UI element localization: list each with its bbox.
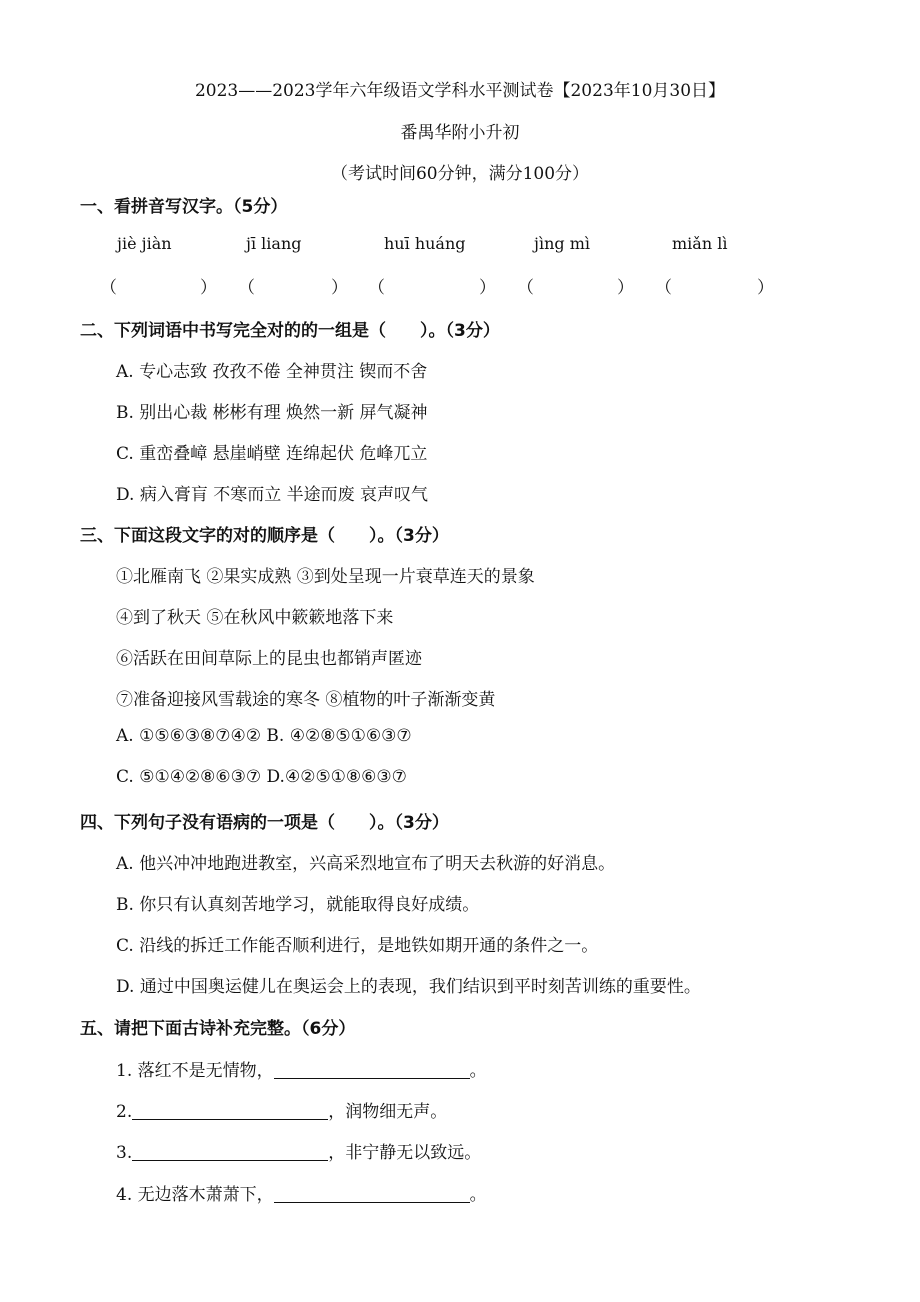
q5-item-3 xyxy=(116,1138,481,1163)
pinyin-5: miǎn lì xyxy=(672,234,728,253)
answer-box-3-close: ） xyxy=(479,278,496,298)
q4-option-a: A. 他兴冲冲地跑进教室，兴高采烈地宣布了明天去秋游的好消息。 xyxy=(116,854,616,874)
q2-option-b: B. 别出心裁 彬彬有理 焕然一新 屏气凝神 xyxy=(116,403,428,423)
answer-box-1-open: （ xyxy=(100,278,117,298)
q5-item-3-text: 3. xyxy=(116,1143,133,1163)
q3-heading: 三、下面这段文字的对的顺序是（ ）。（3分） xyxy=(80,526,449,546)
q5-item-4-text: 4. 无边落木萧萧下， xyxy=(116,1185,274,1205)
q4-option-c: C. 沿线的拆迁工作能否顺利进行，是地铁如期开通的条件之一。 xyxy=(116,936,599,956)
q2-option-d: D. 病入膏肓 不寒而立 半途而废 哀声叹气 xyxy=(116,485,429,505)
answer-box-4-close: ） xyxy=(617,278,634,298)
q3-option-ab: A. ①⑤⑥③⑧⑦④② B. ④②⑧⑤①⑥③⑦ xyxy=(116,726,412,746)
answer-box-5-close: ） xyxy=(757,278,774,298)
q5-item-1-blank[interactable] xyxy=(274,1062,470,1079)
q5-heading: 五、请把下面古诗补充完整。（6分） xyxy=(80,1019,356,1039)
answer-box-2-open: （ xyxy=(238,278,255,298)
answer-box-1-close: ） xyxy=(200,278,217,298)
answer-box-3-open: （ xyxy=(368,278,385,298)
q2-option-c: C. 重峦叠嶂 悬崖峭壁 连绵起伏 危峰兀立 xyxy=(116,444,428,464)
answer-box-2-close: ） xyxy=(331,278,348,298)
exam-note: （考试时间60分钟，满分100分） xyxy=(330,164,590,184)
q5-item-1-end: 。 xyxy=(469,1061,487,1081)
q5-item-3-blank[interactable] xyxy=(132,1144,328,1161)
q4-heading: 四、下列句子没有语病的一项是（ ）。（3分） xyxy=(80,813,449,833)
q5-item-2-end: ，润物细无声。 xyxy=(328,1102,448,1122)
answer-box-4-open: （ xyxy=(517,278,534,298)
q5-item-4-end: 。 xyxy=(469,1185,487,1205)
q5-item-2-blank[interactable] xyxy=(132,1103,328,1120)
q5-item-4-blank[interactable] xyxy=(274,1186,470,1203)
q4-option-b: B. 你只有认真刻苦地学习，就能取得良好成绩。 xyxy=(116,895,480,915)
q5-item-2 xyxy=(116,1097,447,1122)
pinyin-1: jiè jiàn xyxy=(117,234,172,253)
q3-line-4: ⑦准备迎接风雪载途的寒冬 ⑧植物的叶子渐渐变黄 xyxy=(116,690,496,710)
pinyin-2: jī liang xyxy=(246,234,302,253)
q4-option-d: D. 通过中国奥运健儿在奥运会上的表现，我们结识到平时刻苦训练的重要性。 xyxy=(116,977,701,997)
q2-heading: 二、下列词语中书写完全对的的一组是（ ）。（3分） xyxy=(80,321,500,341)
exam-subtitle: 番禺华附小升初 xyxy=(400,123,520,143)
q5-item-2-text: 2. xyxy=(116,1102,133,1122)
q5-item-4 xyxy=(116,1180,487,1205)
answer-box-5-open: （ xyxy=(655,278,672,298)
q3-line-3: ⑥活跃在田间草际上的昆虫也都销声匿迹 xyxy=(116,649,422,669)
pinyin-3: huī huáng xyxy=(384,234,466,253)
q3-option-cd: C. ⑤①④②⑧⑥③⑦ D.④②⑤①⑧⑥③⑦ xyxy=(116,767,407,787)
q2-option-a: A. 专心志致 孜孜不倦 全神贯注 锲而不舍 xyxy=(116,362,428,382)
exam-title: 2023——2023学年六年级语文学科水平测试卷【2023年10月30日】 xyxy=(194,81,726,101)
q5-item-1-text: 1. 落红不是无情物， xyxy=(116,1061,274,1081)
q5-item-1 xyxy=(116,1056,487,1081)
q3-line-1: ①北雁南飞 ②果实成熟 ③到处呈现一片衰草连天的景象 xyxy=(116,567,535,587)
pinyin-4: jìng mì xyxy=(534,234,590,253)
q5-item-3-end: ，非宁静无以致远。 xyxy=(328,1143,482,1163)
q1-heading: 一、看拼音写汉字。（5分） xyxy=(80,197,288,217)
q3-line-2: ④到了秋天 ⑤在秋风中簌簌地落下来 xyxy=(116,608,394,628)
